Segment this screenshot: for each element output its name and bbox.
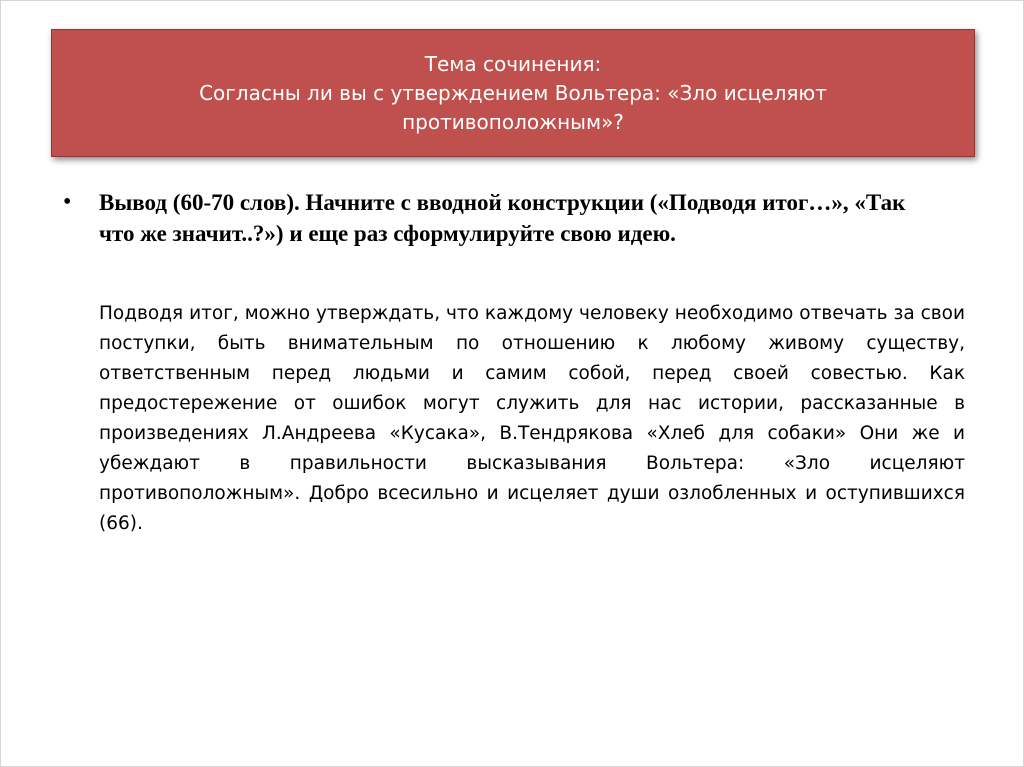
bullet-marker: • bbox=[63, 189, 72, 215]
essay-paragraph: Подводя итог, можно утверждать, что каждому человеку необходимо отвечать за свои поступки, быть внимательным по отношению к любому живому существу, ответственным перед людьми и самим собой, перед своей совестью. Как предостережение от ошибок могут служить для нас истории, рассказанные в произведениях Л.Андреева «Кусака», В.Тендрякова «Хлеб для собаки» Они же и убеждают в правильности высказывания Вольтера: «Зло исцеляют противоположным». Добро всесильно и исцеляет души озлобленных и оступившихся (66). bbox=[99, 303, 965, 534]
bullet-item bbox=[63, 187, 971, 249]
slide-content bbox=[63, 187, 971, 539]
title-line-1: Тема сочинения: bbox=[424, 51, 602, 76]
title-banner bbox=[51, 29, 975, 157]
bullet-text: Вывод (60-70 слов). Начните с вводной конструкции («Подводя итог…», «Так что же значит..?») и еще раз сформулируйте свою идею. bbox=[99, 190, 906, 246]
title-line-3: противоположным»? bbox=[402, 109, 624, 134]
title-line-2: Согласны ли вы с утверждением Вольтера: «Зло исцеляют bbox=[199, 80, 827, 105]
